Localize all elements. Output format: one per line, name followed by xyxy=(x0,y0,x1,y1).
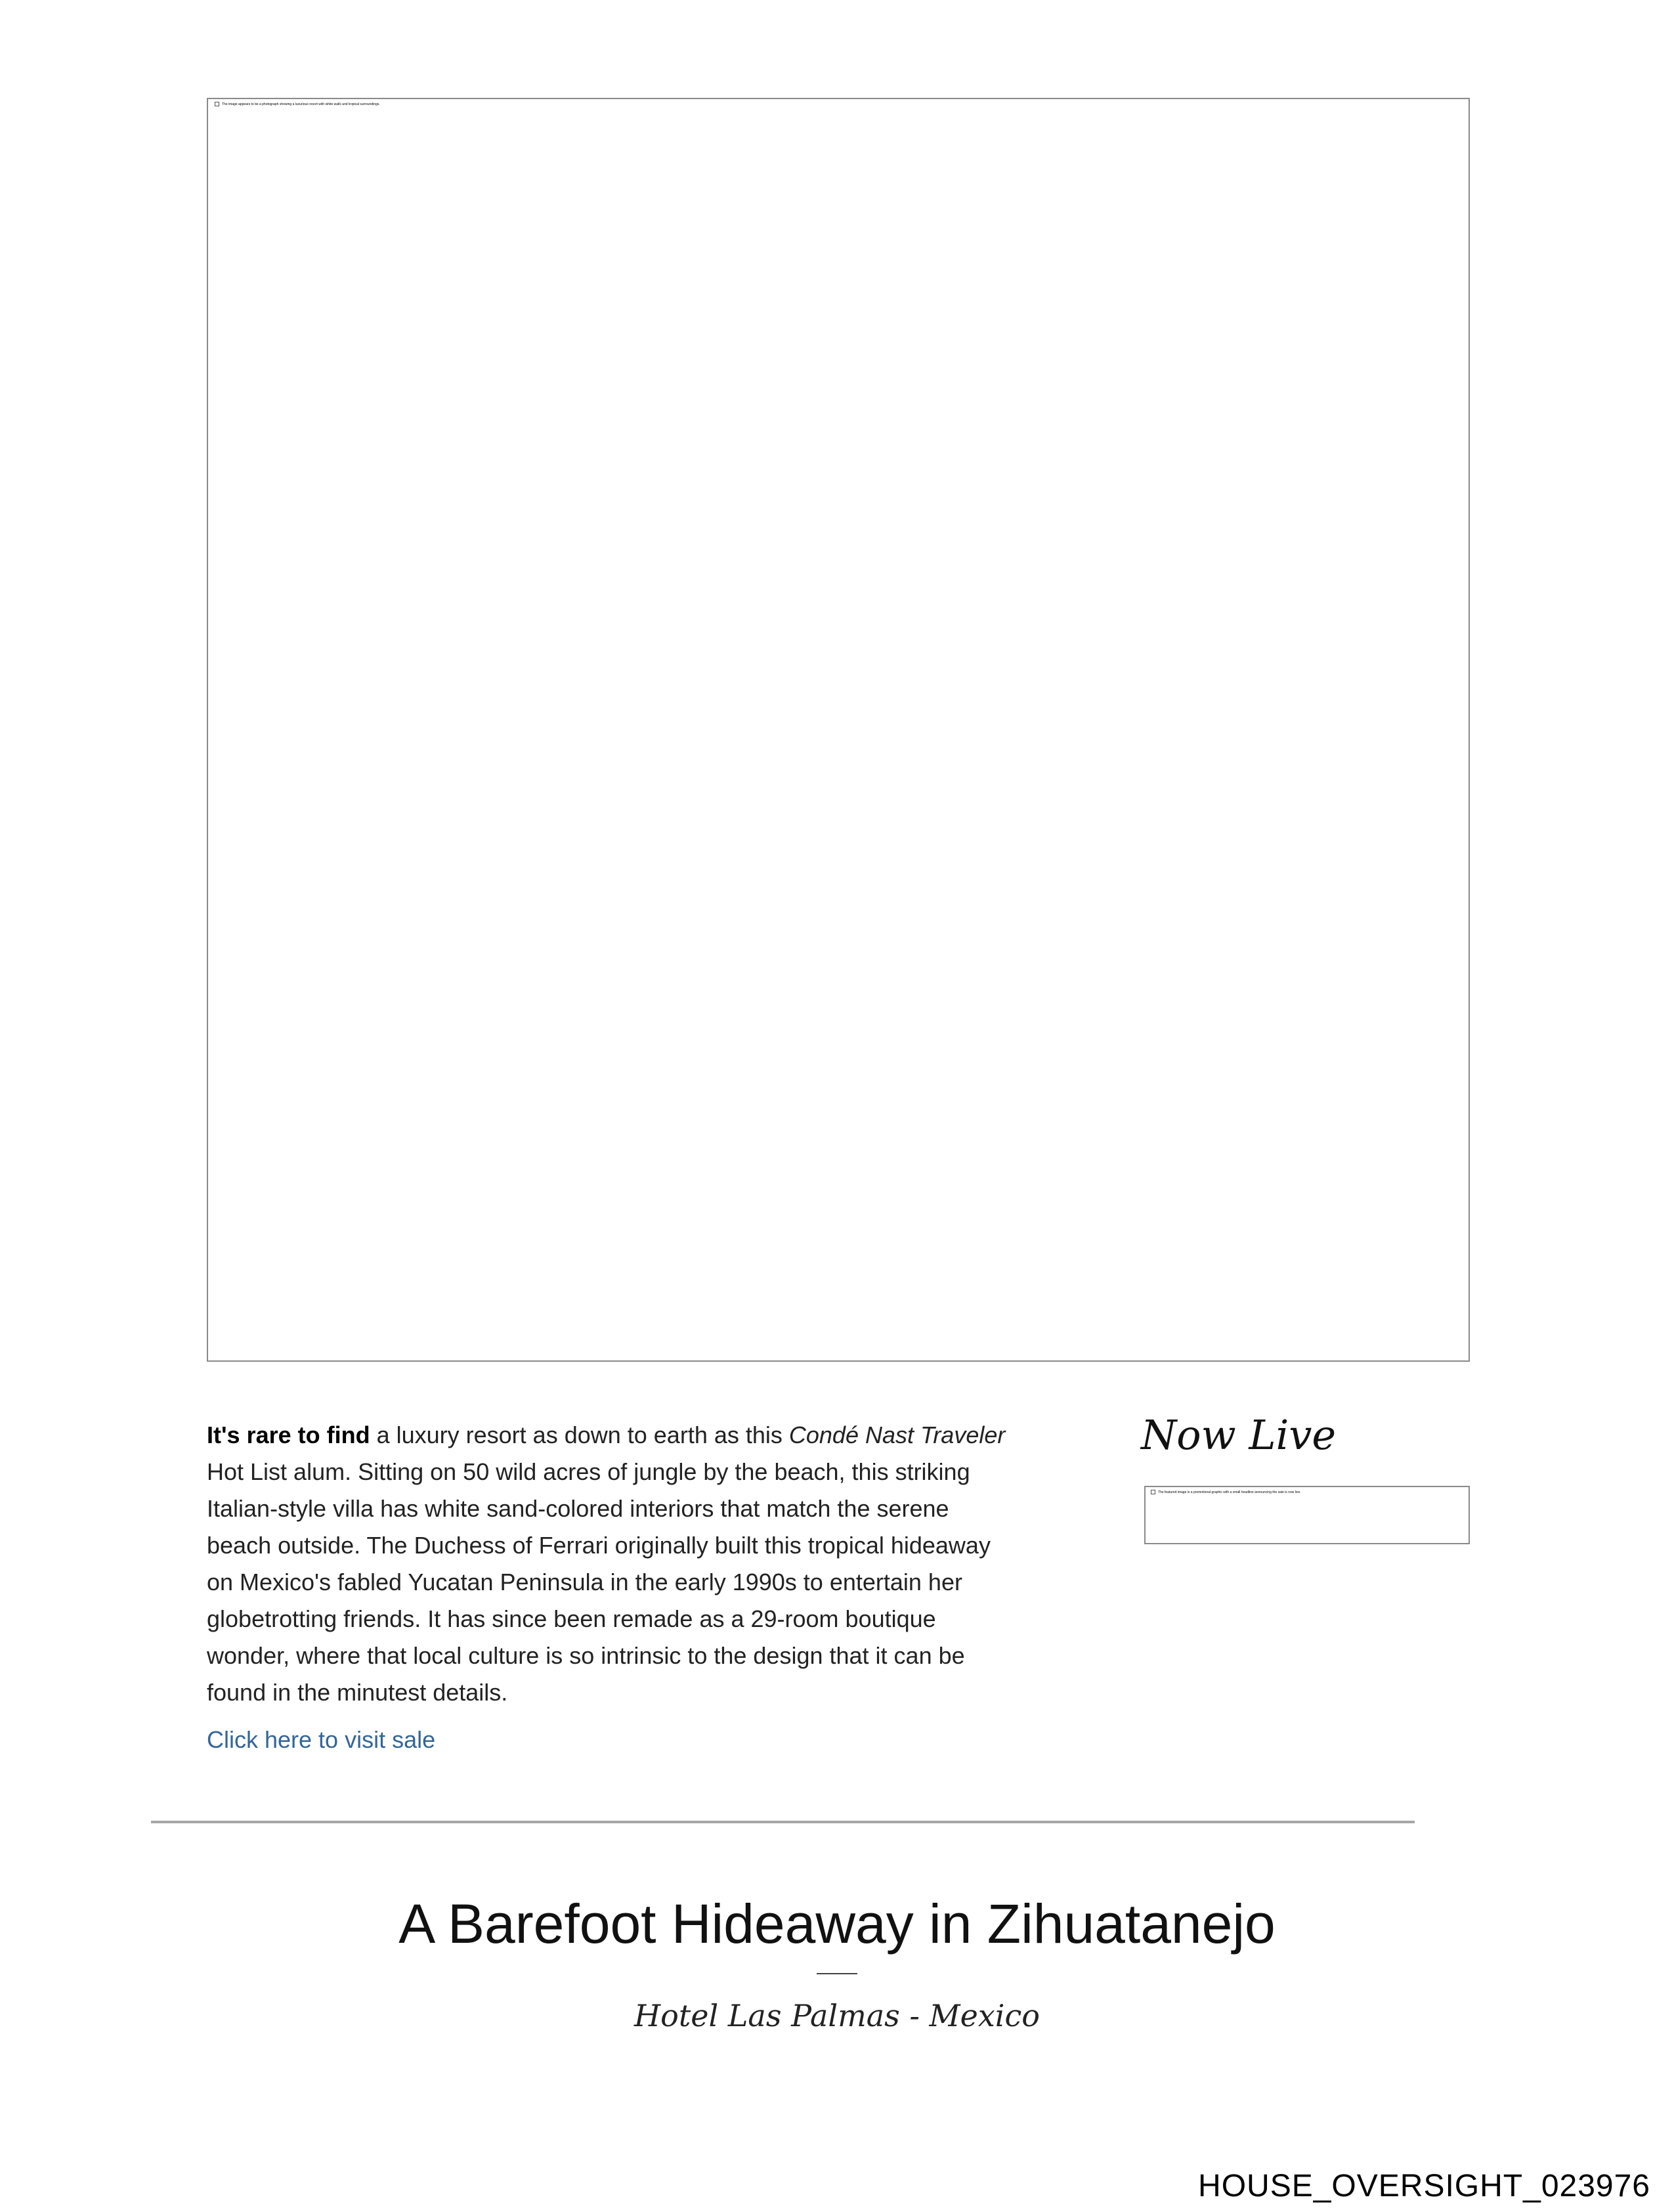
offer-headline: A Barefoot Hideaway in Zihuatanejo xyxy=(398,1893,1276,1955)
now-live-heading: Now Live xyxy=(1141,1411,1337,1459)
hero-image[interactable] xyxy=(207,98,1470,1362)
publication-name: Condé Nast Traveler xyxy=(788,1421,1006,1448)
description-lead: It's rare to find xyxy=(207,1421,370,1448)
resort-description xyxy=(207,1417,1018,1711)
section-divider xyxy=(151,1821,1415,1823)
now-live-image-alt-text: The featured image is a promotional graphic with a small headline announcing the sale is now live. xyxy=(1151,1490,1301,1495)
now-live-image[interactable] xyxy=(1144,1486,1470,1544)
offer-subtitle: Hotel Las Palmas - Mexico xyxy=(634,1998,1040,2033)
bates-number: HOUSE_OVERSIGHT_023976 xyxy=(1198,2169,1650,2203)
hero-image-alt-text: The image appears to be a photograph showing a luxurious resort with white walls and tropical surroundings. xyxy=(215,102,380,107)
description-part-2: Hot List alum. Sitting on 50 wild acres of jungle by the beach, this striking Italian-style villa has white sand-colored interiors that match the serene beach outside. The Duchess of Ferrari originally built this tropical hideaway on Mexico's fabled Yucatan Peninsula in the early 1990s to entertain her globetrotting friends. It has since been remade as a 29-room boutique wonder, where that local culture is so intrinsic to the design that it can be found in the minutest details. xyxy=(207,1458,991,1706)
visit-sale-link[interactable]: Click here to visit sale xyxy=(207,1726,436,1753)
description-part-1: a luxury resort as down to earth as this xyxy=(370,1421,789,1448)
headline-rule xyxy=(817,1973,857,1974)
